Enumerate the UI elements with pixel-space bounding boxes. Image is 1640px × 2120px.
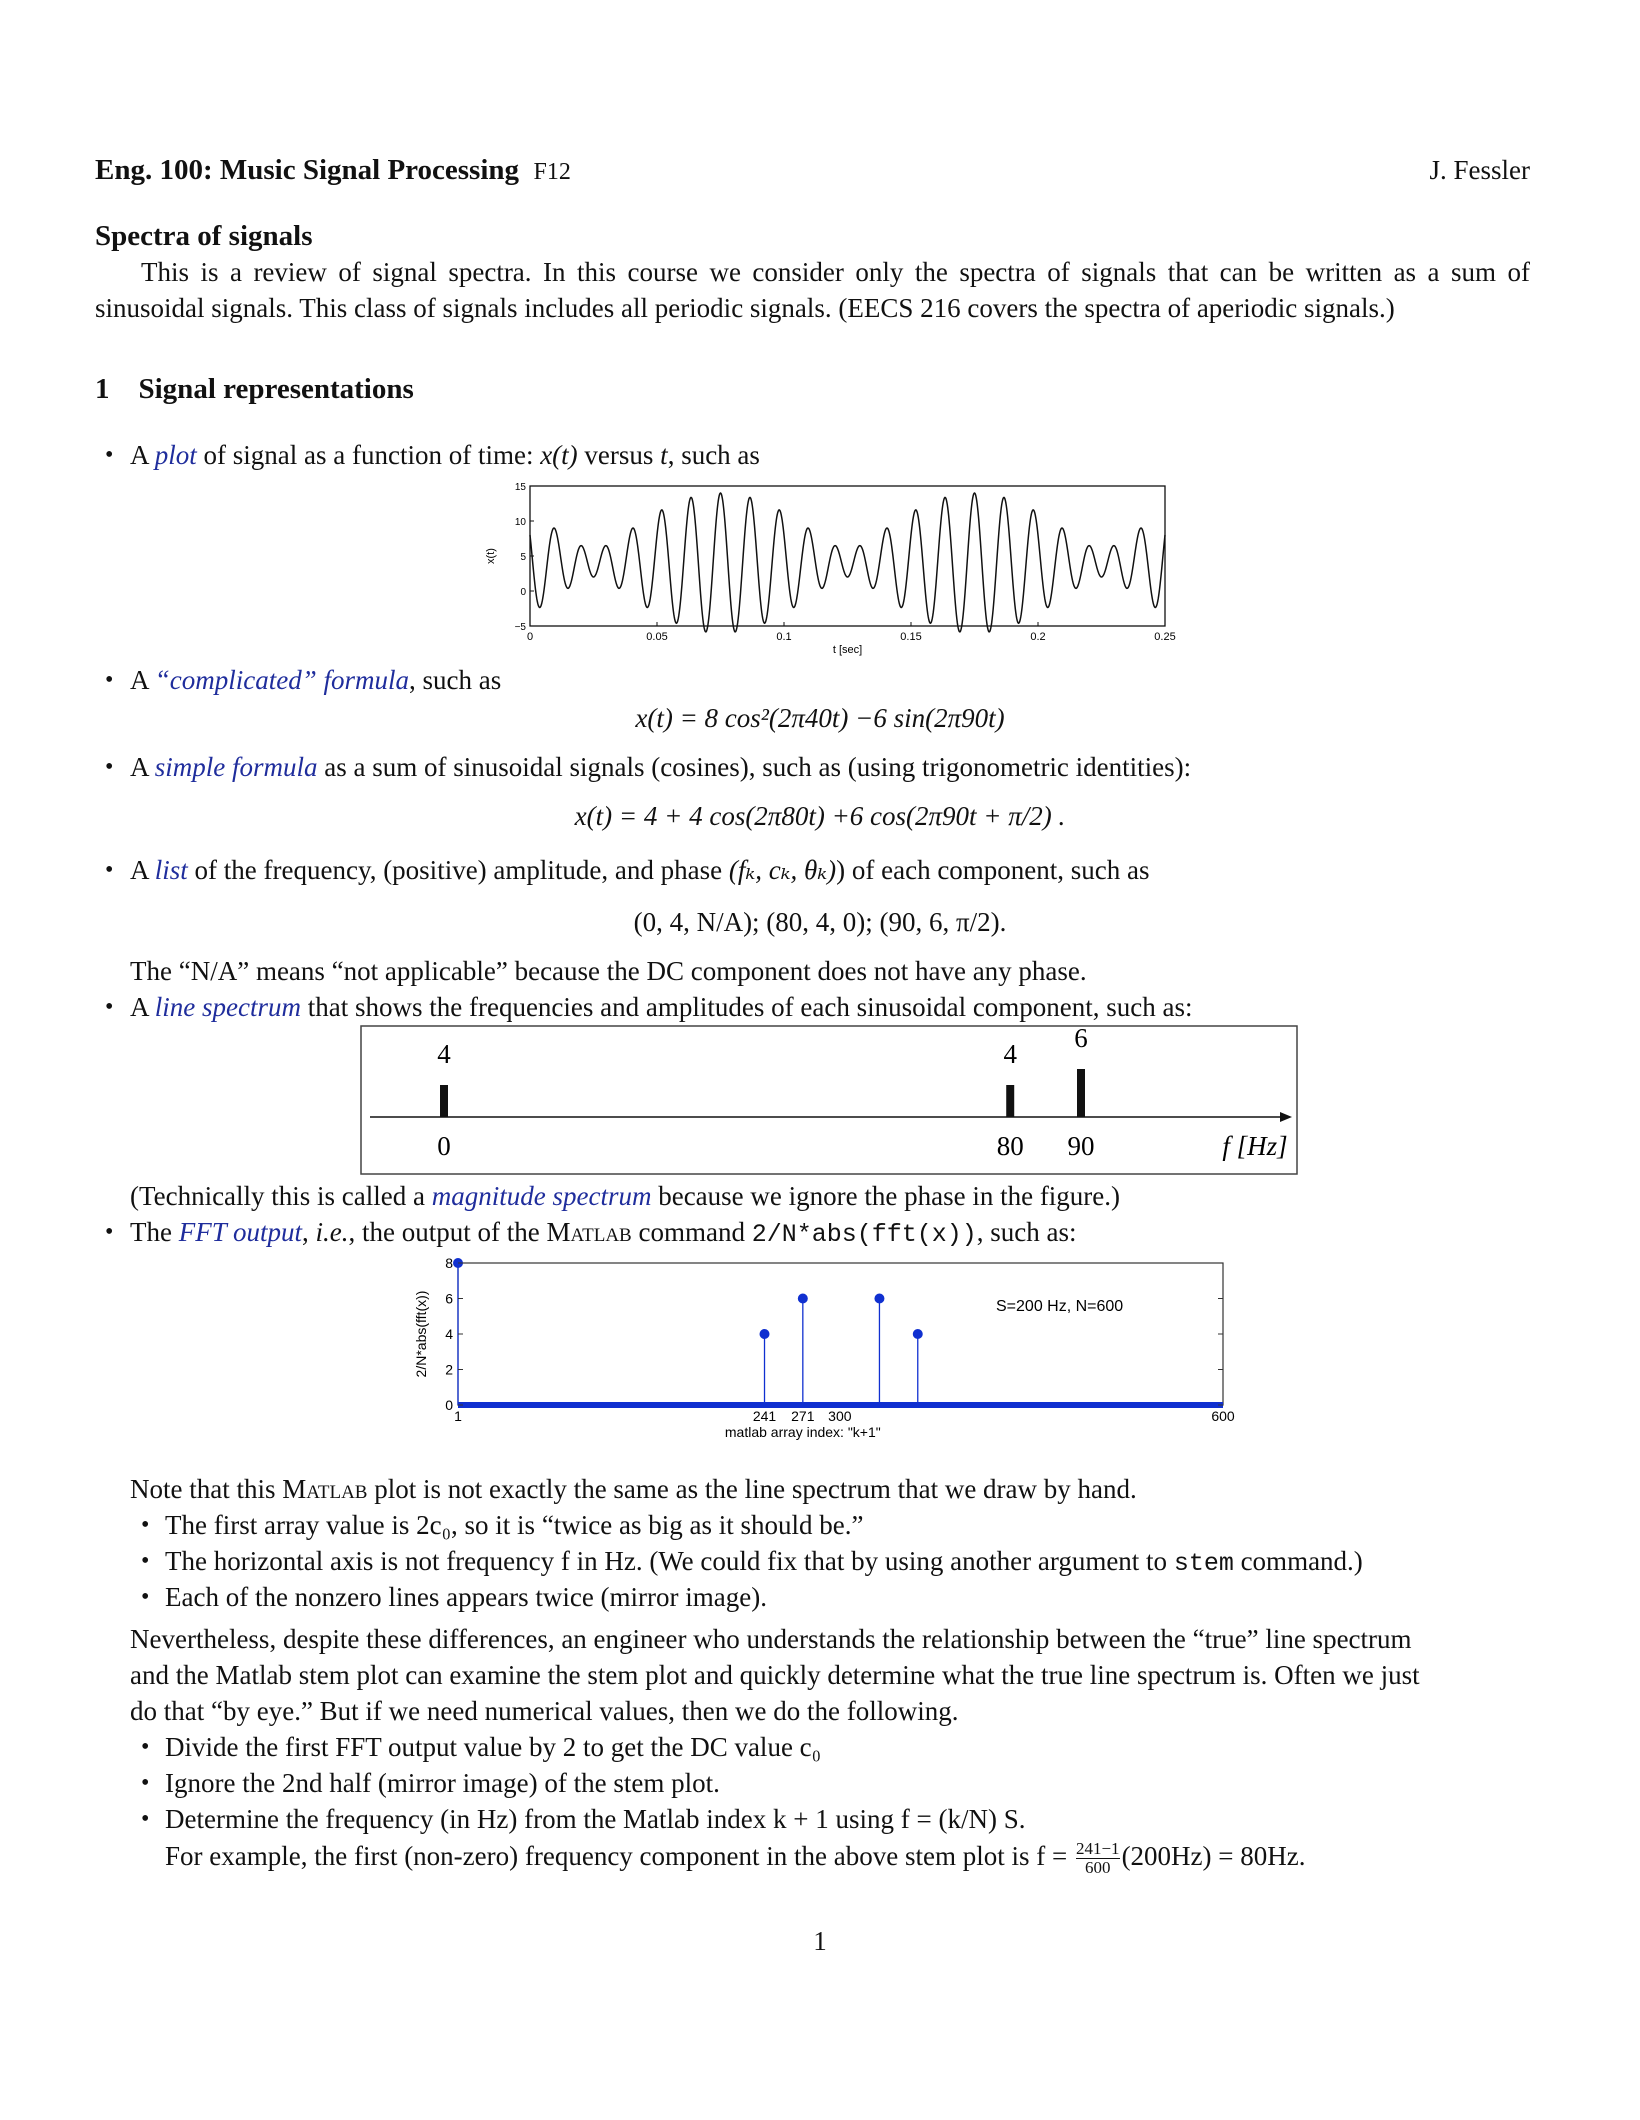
frequency-label: 90 xyxy=(1067,1131,1095,1161)
spectral-line xyxy=(1006,1085,1014,1117)
note-item-3: Each of the nonzero lines appears twice (mirror image). xyxy=(165,1582,767,1612)
bullet-list: A list of the frequency, (positive) amplitude, and phase (fₖ, cₖ, θₖ)) of each component, such as xyxy=(130,855,1150,885)
term-complicated-formula: “complicated” formula xyxy=(154,665,410,695)
term-simple-formula: simple formula xyxy=(154,752,318,782)
text: , xyxy=(302,1217,316,1247)
amplitude-label: 4 xyxy=(437,1039,451,1069)
fraction-numerator: 241−1 xyxy=(1075,1839,1120,1859)
text: , such as xyxy=(667,440,760,470)
bullet-dot: • xyxy=(141,1770,150,1796)
matlab-command: 2/N*abs(fft(x)) xyxy=(751,1220,977,1249)
plot-frame xyxy=(530,486,1165,626)
stem-marker xyxy=(798,1294,808,1304)
text: Matlab xyxy=(546,1217,632,1247)
text: command xyxy=(631,1217,752,1247)
magnitude-note xyxy=(130,1178,1120,1214)
bullet-simple xyxy=(130,749,1191,785)
y-tick-label: 8 xyxy=(445,1255,453,1271)
na-note: The “N/A” means “not applicable” because the DC component does not have any phase. xyxy=(130,956,1087,986)
text: versus xyxy=(577,440,661,470)
bullet-dot: • xyxy=(141,1734,150,1760)
text: A xyxy=(130,440,155,470)
y-axis-label: 2/N*abs(fft(x)) xyxy=(413,1290,429,1378)
y-tick-label: 0 xyxy=(520,587,526,598)
nevertheless-line-3: do that “by eye.” But if we need numerical values, then we do the following. xyxy=(130,1696,959,1726)
text: For example, the first (non-zero) frequency component in the above stem plot is f = xyxy=(165,1841,1074,1871)
x-axis-label: t [sec] xyxy=(832,644,863,656)
x-tick-label: 300 xyxy=(828,1408,852,1424)
text: A xyxy=(130,752,155,782)
line-spectrum-plot xyxy=(360,1025,1300,1177)
nevertheless-line-2: and the Matlab stem plot can examine the stem plot and quickly determine what the true line spectrum is. Often we just xyxy=(130,1660,1420,1690)
y-tick-label: 0 xyxy=(445,1397,453,1413)
frequency-label: 80 xyxy=(996,1131,1024,1161)
text: (200Hz) = 80Hz. xyxy=(1121,1841,1306,1871)
list-equation: (0, 4, N/A); (80, 4, 0); (90, 6, π/2). xyxy=(633,907,1007,937)
fraction xyxy=(1076,1840,1120,1877)
section-title: Signal representations xyxy=(138,373,414,405)
list-vars: (fₖ, cₖ, θₖ) xyxy=(728,855,837,885)
bullet-dot: • xyxy=(105,994,114,1020)
x-tick-label: 0.2 xyxy=(1030,631,1046,643)
text: , the output of the xyxy=(348,1217,547,1247)
y-tick-label: 5 xyxy=(520,552,526,563)
bullet-complicated xyxy=(130,662,501,698)
text: Note that this xyxy=(130,1474,283,1504)
example-line xyxy=(165,1838,1306,1877)
text: A xyxy=(130,992,155,1022)
x-tick-label: 0.1 xyxy=(776,631,792,643)
term-line-spectrum: line spectrum xyxy=(154,992,301,1022)
term-list: list xyxy=(154,855,188,885)
time-plot xyxy=(480,478,1180,658)
text: of signal as a function of time: xyxy=(196,440,541,470)
x-tick-label: 1 xyxy=(454,1408,462,1424)
course-title: Eng. 100: Music Signal Processing xyxy=(95,154,520,186)
text: that shows the frequencies and amplitudes of each sinusoidal component, such as: xyxy=(301,992,1193,1022)
fft-stem-plot xyxy=(408,1255,1258,1455)
equation-complicated: x(t) = 8 cos²(2π40t) −6 sin(2π90t) xyxy=(635,703,1005,733)
y-tick-label: 15 xyxy=(514,482,526,493)
term-fft-output: FFT output xyxy=(178,1217,303,1247)
annotation: S=200 Hz, N=600 xyxy=(996,1298,1124,1315)
text: The horizontal axis is not frequency f in Hz. (We could fix that by using another argument to xyxy=(165,1546,1174,1576)
y-axis-label: x(t) xyxy=(485,548,497,564)
course-header xyxy=(95,152,571,190)
step-1: Divide the first FFT output value by 2 to get the DC value c₀ xyxy=(165,1732,822,1762)
time-plot-axes xyxy=(530,486,1165,626)
note-item-1: The first array value is 2c₀, so it is “twice as big as it should be.” xyxy=(165,1510,864,1540)
bullet-dot: • xyxy=(141,1512,150,1538)
page-number: 1 xyxy=(813,1926,827,1956)
nevertheless-line-1: Nevertheless, despite these differences, an engineer who understands the relationship between the “true” line spectrum xyxy=(130,1624,1412,1654)
stem-command: stem xyxy=(1173,1549,1234,1578)
frequency-label: 0 xyxy=(437,1131,451,1161)
author: J. Fessler xyxy=(1429,155,1530,185)
y-tick-label: 2 xyxy=(445,1361,453,1378)
bullet-dot: • xyxy=(105,667,114,693)
stem-marker xyxy=(874,1294,884,1304)
spectral-line xyxy=(1077,1069,1085,1117)
plot-frame xyxy=(458,1263,1223,1405)
stem-marker xyxy=(913,1329,923,1339)
math: t xyxy=(660,440,668,470)
fraction-denominator: 600 xyxy=(1085,1858,1111,1878)
x-tick-label: 0 xyxy=(526,631,534,643)
amplitude-label: 6 xyxy=(1074,1025,1088,1053)
bullet-dot: • xyxy=(105,857,114,883)
text: ) of each component, such as xyxy=(836,855,1150,885)
x-tick-label: 0.05 xyxy=(646,631,668,643)
step-3: Determine the frequency (in Hz) from the Matlab index k + 1 using f = (k/N) S. xyxy=(165,1804,1026,1834)
text: , such as: xyxy=(976,1217,1077,1247)
y-tick-label: 6 xyxy=(445,1290,453,1307)
section-number: 1 xyxy=(95,373,110,405)
axis-label-f: f [Hz] xyxy=(1222,1131,1288,1161)
y-tick-label: −5 xyxy=(514,622,526,633)
text: Matlab xyxy=(282,1474,368,1504)
x-tick-label: 0.15 xyxy=(900,631,922,643)
bullet-plot xyxy=(130,437,760,473)
stem-marker xyxy=(760,1329,770,1339)
text: as a sum of sinusoidal signals (cosines), such as (using trigonometric identities): xyxy=(317,752,1192,782)
bullet-dot: • xyxy=(141,1548,150,1574)
bullet-dot: • xyxy=(105,1219,114,1245)
x-tick-label: 0.25 xyxy=(1154,631,1176,643)
text: command.) xyxy=(1233,1546,1363,1576)
section-title-spectra: Spectra of signals xyxy=(95,220,313,252)
text: (Technically this is called a xyxy=(130,1181,432,1211)
text: because we ignore the phase in the figure.) xyxy=(651,1181,1121,1211)
x-tick-label: 271 xyxy=(791,1408,815,1424)
text: A xyxy=(130,855,155,885)
bullet-fft xyxy=(130,1214,1076,1253)
x-tick-label: 241 xyxy=(752,1408,777,1424)
text: plot is not exactly the same as the line spectrum that we draw by hand. xyxy=(367,1474,1137,1504)
axis-arrow xyxy=(1280,1112,1292,1122)
bullet-dot: • xyxy=(141,1584,150,1610)
note-intro xyxy=(130,1471,1137,1507)
text: , such as xyxy=(409,665,502,695)
amplitude-label: 4 xyxy=(1003,1039,1017,1069)
intro-paragraph: This is a review of signal spectra. In this course we consider only the spectra of signals that can be written as a sum of sinusoidal signals. This class of signals includes all periodic signals. (EECS 216 covers the spectra of aperiodic signals.) xyxy=(95,257,1530,323)
bullet-dot: • xyxy=(105,442,114,468)
y-tick-label: 4 xyxy=(445,1326,453,1342)
x-axis-label: matlab array index: "k+1" xyxy=(724,1424,881,1440)
y-tick-label: 10 xyxy=(514,517,526,528)
step-2: Ignore the 2nd half (mirror image) of the stem plot. xyxy=(165,1768,720,1798)
section-heading xyxy=(95,371,414,407)
spectral-line xyxy=(440,1085,448,1117)
note-item-2 xyxy=(165,1543,1363,1582)
equation-simple: x(t) = 4 + 4 cos(2π80t) +6 cos(2π90t + π/2) . xyxy=(574,801,1066,831)
term-plot: plot xyxy=(154,440,197,470)
text: i.e. xyxy=(315,1217,349,1247)
bullet-line-spectrum xyxy=(130,989,1193,1025)
text: The xyxy=(130,1217,179,1247)
signal-curve xyxy=(530,493,1165,632)
course-term: F12 xyxy=(533,159,571,185)
math: x(t) xyxy=(540,440,578,470)
x-tick-label: 600 xyxy=(1211,1408,1235,1424)
term-magnitude-spectrum: magnitude spectrum xyxy=(431,1181,652,1211)
bullet-dot: • xyxy=(141,1806,150,1832)
bullet-dot: • xyxy=(105,754,114,780)
frame xyxy=(361,1026,1297,1174)
text: A xyxy=(130,665,155,695)
